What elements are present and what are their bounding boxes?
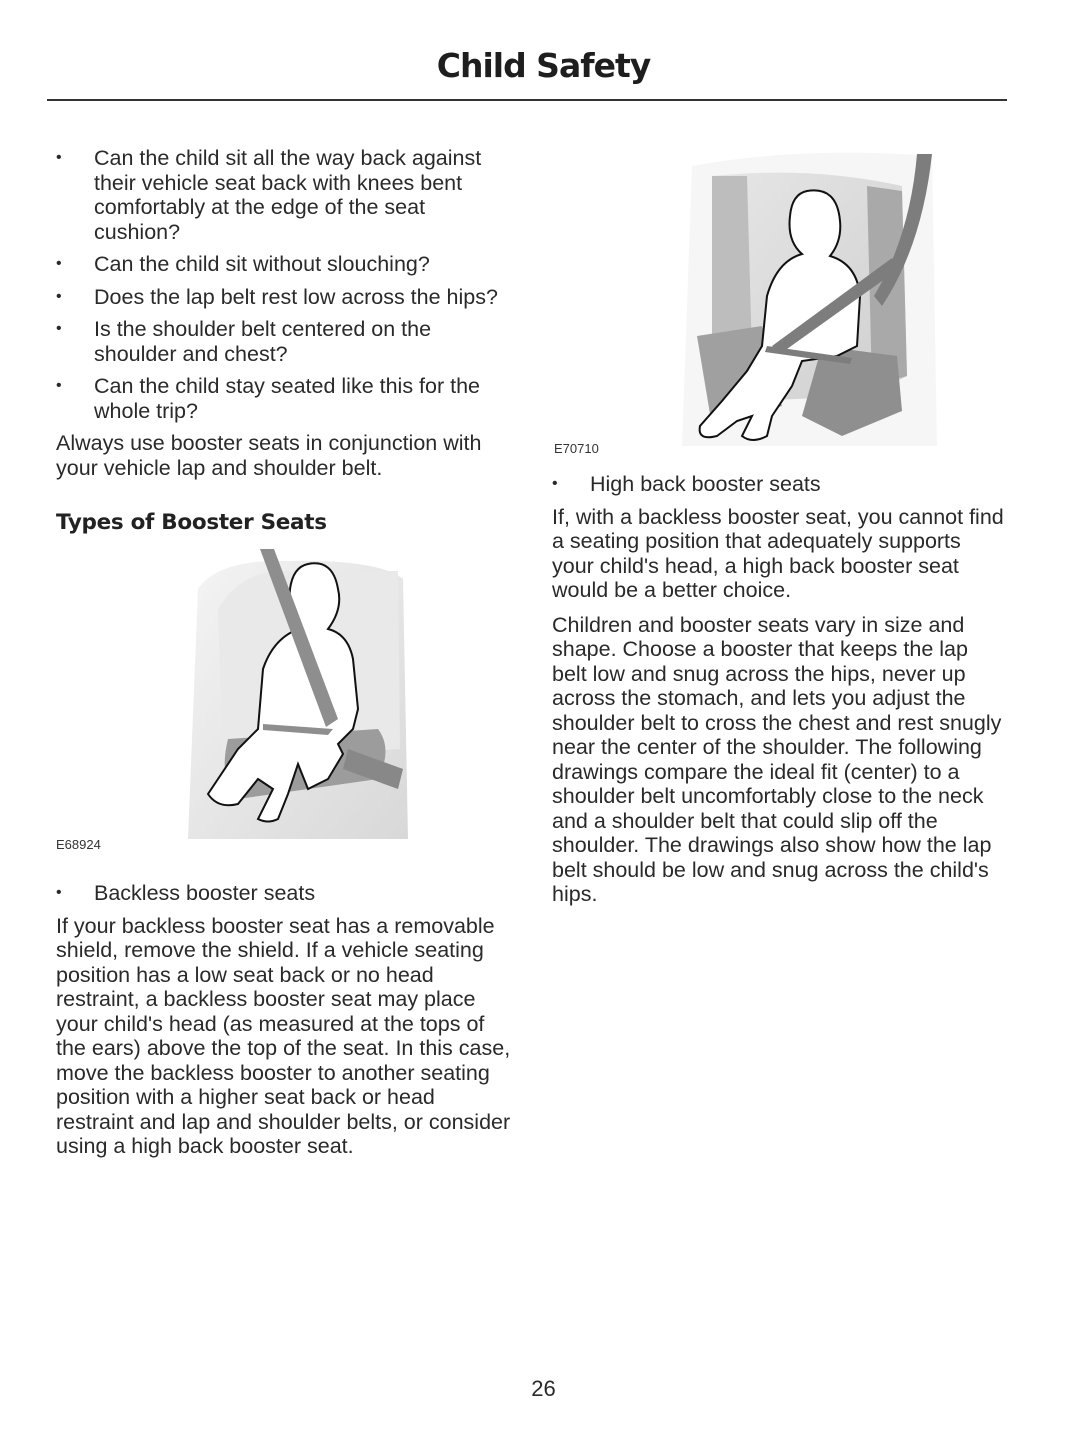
checklist-item: • Does the lap belt rest low across the hips? [56, 284, 498, 309]
figure-code: E68924 [56, 837, 101, 852]
figure-code: E70710 [554, 441, 599, 456]
intro-paragraph: Always use booster seats in conjunction with your vehicle lap and shoulder belt. [56, 431, 482, 480]
section-heading: Types of Booster Seats [56, 510, 327, 535]
fit-checklist [56, 146, 511, 423]
bullet-icon: • [56, 377, 62, 394]
checklist-item: • Can the child sit all the way back against their vehicle seat back with knees bent comfortably at the edge of the seat cushion? [56, 146, 482, 244]
highback-list [552, 472, 1007, 497]
fit-paragraph: Children and booster seats vary in size and shape. Choose a booster that keeps the lap belt low and snug across the hips, never up across the stomach, and lets you adjust the shoulder belt to cross the chest and rest snugly near the center of the shoulder. The following drawings compare the ideal fit (center) to a shoulder belt uncomfortably close to the neck and a shoulder belt that could slip off the shoulder. The drawings also show how the lap belt should be low and snug across the child's hips. [552, 612, 1002, 906]
bullet-icon: • [56, 287, 62, 305]
booster-type-item: • High back booster seats [552, 472, 821, 496]
bullet-icon: • [56, 320, 62, 337]
page-number: 26 [531, 1376, 556, 1401]
booster-type-item: • Backless booster seats [56, 881, 316, 905]
backless-list [56, 881, 511, 906]
title-divider [47, 99, 1007, 101]
child-in-backless-booster-illustration [178, 549, 410, 849]
figure-high-back-booster [552, 146, 1007, 466]
bullet-icon: • [552, 475, 558, 492]
child-in-high-back-booster-illustration [652, 146, 942, 451]
checklist-item: • Can the child stay seated like this for the whole trip? [56, 374, 481, 423]
backless-paragraph: If your backless booster seat has a removable shield, remove the shield. If a vehicle seating position has a low seat back or no head restraint, a backless booster seat may place your child's head (as measured at the tops of the ears) above the top of the seat. In this case, move the backless booster to another seating position with a higher seat back or head restraint and lap and shoulder belts, or consider using a high back booster seat. [56, 913, 511, 1158]
figure-backless-booster [56, 535, 511, 875]
checklist-item: • Can the child sit without slouching? [56, 252, 430, 276]
checklist-item: • Is the shoulder belt centered on the shoulder and chest? [56, 317, 432, 366]
page-title: Child Safety [436, 46, 651, 85]
bullet-icon: • [56, 884, 62, 901]
bullet-icon: • [56, 255, 62, 272]
bullet-icon: • [56, 149, 62, 166]
highback-paragraph: If, with a backless booster seat, you cannot find a seating position that adequately supports your child's head, a high back booster seat would be a better choice. [552, 504, 1004, 602]
left-column [56, 146, 511, 1169]
right-column [552, 146, 1007, 917]
